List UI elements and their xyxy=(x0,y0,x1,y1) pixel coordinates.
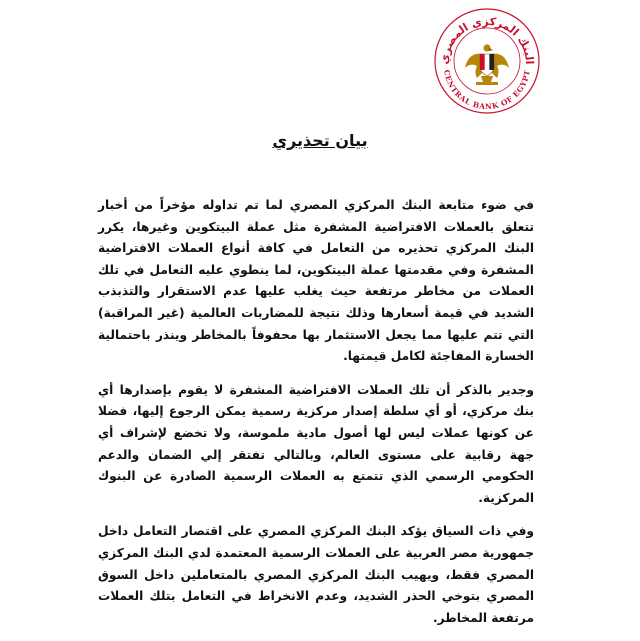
paragraph-3: وفي ذات السياق يؤكد البنك المركزي المصري على اقتصار التعامل داخل جمهورية مصر العربية على العملات الرسمية المعتمدة لدي البنك المركزي المصري فقط، ويهيب البنك المركزي المصري بالمتعاملين داخل السوق المصري بتوخي الحذر الشديد، وعدم الانخراط في التعامل بتلك العملات مرتفعة المخاطر. xyxy=(98,524,534,625)
paragraph-1: في ضوء متابعة البنك المركزي المصري لما تم تداوله مؤخراً من أخبار تتعلق بالعملات الافتراضية المشفرة مثل عملة البيتكوين وغيرها، يكرر البنك المركزي تحذيره من التعامل في كافة أنواع العملات الافتراضية المشفرة وفي مقدمتها عملة البيتكوين، لما ينطوي عليه التعامل في تلك العملات من مخاطر مرتفعة حيث يغلب عليها عدم الاستقرار والتذبذب الشديد في قيمة أسعارها وذلك نتيجة للمضاربات العالمية (غير المراقبة) التي تتم عليها مما يجعل الاستثمار بها محفوفاً بالمخاطر وينذر باحتمالية الخسارة المفاجئة لكامل قيمتها. xyxy=(98,198,534,364)
logo-name-ar: البنك المركزي المصري xyxy=(437,14,537,65)
paragraph-2: وجدير بالذكر أن تلك العملات الافتراضية المشفرة لا يقوم بإصدارها أي بنك مركزي، أو أي سلطة إصدار مركزية رسمية يمكن الرجوع إليها، فضلا عن كونها عملات ليس لها أصول مادية ملموسة، ولا تخضع لإشراف أي جهة رقابية على مستوى العالم، وبالتالي تفتقر إلي الضمان والدعم الحكومي الرسمي الذي تتمتع به العملات الرسمية الصادرة عن البنوك المركزية. xyxy=(98,382,534,505)
logo-name-en: CENTRAL BANK OF EGYPT xyxy=(442,68,532,112)
document-body xyxy=(98,195,534,641)
document-title: بيان تحذيري xyxy=(272,131,368,150)
central-bank-logo xyxy=(432,6,542,116)
egypt-eagle-emblem-icon xyxy=(432,6,542,116)
